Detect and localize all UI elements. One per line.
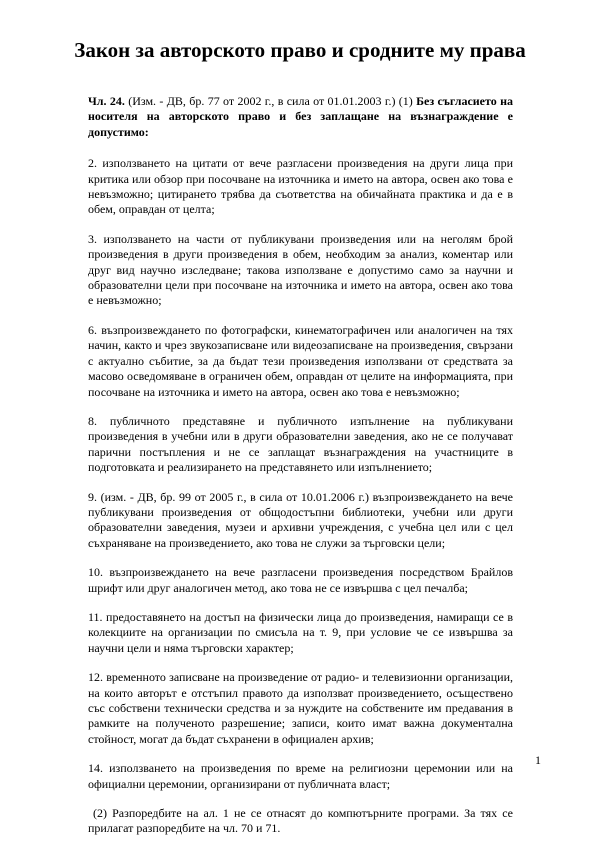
paragraph-item-12: 12. временното записване на произведение от радио- и телевизионни организации, на които авторът е отстъпил правото да използват произведението, осъществено със собствени технически средства и за нуждите на собствените им предавания в рамките на полученото разрешение; записи, които имат важна документална стойност, могат да бъдат съхранени в официален архив; <box>88 670 513 746</box>
paragraph-item-6: 6. възпроизвеждането по фотографски, кинематографичен или аналогичен на тях начин, както и чрез звукозаписване или видеозаписване на произведения, свързани с актуално събитие, за да бъдат тези произведения използвани от средствата за масово осведомяване в ограничен обем, оправдан от целите на информацията, при посочване на източника и името на автора, освен ако това е невъзможно; <box>88 322 513 399</box>
paragraph-item-2: 2. използването на цитати от вече разгласени произведения на други лица при критика или обзор при посочване на източника и името на автора, освен ако това е невъзможно; цитирането трябва да съответства на обичайната практика и да е в обем, оправдан от целта; <box>88 156 513 217</box>
page-number: 1 <box>535 753 541 767</box>
paragraph-item-3: 3. използването на части от публикувани произведения или на неголям брой произведения в други произведения в обем, необходим за анализ, коментар или друг вид научно изследване; такова използване е допустимо само за научни и образователни цели при посочване на източника и името на автора, освен ако това е невъзможно; <box>88 231 513 308</box>
article-label: Чл. 24. <box>88 94 125 108</box>
page-title: Закон за авторското право и сродните му права <box>74 38 526 62</box>
paragraph-section-2: (2) Разпоредбите на ал. 1 не се отнасят до компютърните програми. За тях се прилагат разпоредбите на чл. 70 и 71. <box>88 806 517 836</box>
paragraph-item-8: 8. публичното представяне и публичното изпълнение на публикувани произведения в учебни или в други образователни заведения, ако не се получават парични постъпления и не се заплащат възнаграждения на участниците в подготовката и реализирането на представянето или изпълнението; <box>88 413 513 475</box>
document-body <box>88 94 517 851</box>
paragraph-item-10: 10. възпроизвеждането на вече разгласени произведения посредством Брайлов шрифт или друг аналогичен метод, ако това не се извършва с цел печалба; <box>88 565 513 595</box>
amendment-note: (Изм. - ДВ, бр. 77 от 2002 г., в сила от 01.01.2003 г.) (1) <box>124 94 417 108</box>
article-statement: Без съгласието на носителя на авторското право и без заплащане на възнаграждение е допустимо: <box>88 94 513 139</box>
article-intro <box>88 94 513 140</box>
paragraph-item-11: 11. предоставянето на достъп на физически лица до произведения, намиращи се в колекциите на организации по смисъла на т. 9, при условие че се извършва за научни цели и няма търговски характер; <box>88 609 513 655</box>
paragraph-item-9: 9. (изм. - ДВ, бр. 99 от 2005 г., в сила от 10.01.2006 г.) възпроизвеждането на вече публикувани произведения от общодостъпни библиотеки, учебни или други образователни заведения, музеи и архивни учреждения, с учебна цел или с цел съхраняване на произведението, ако това не служи за търговски цели; <box>88 489 513 550</box>
paragraph-item-14: 14. използването на произведения по време на религиозни церемонии или на официални церемонии, организирани от публичната власт; <box>88 761 513 791</box>
